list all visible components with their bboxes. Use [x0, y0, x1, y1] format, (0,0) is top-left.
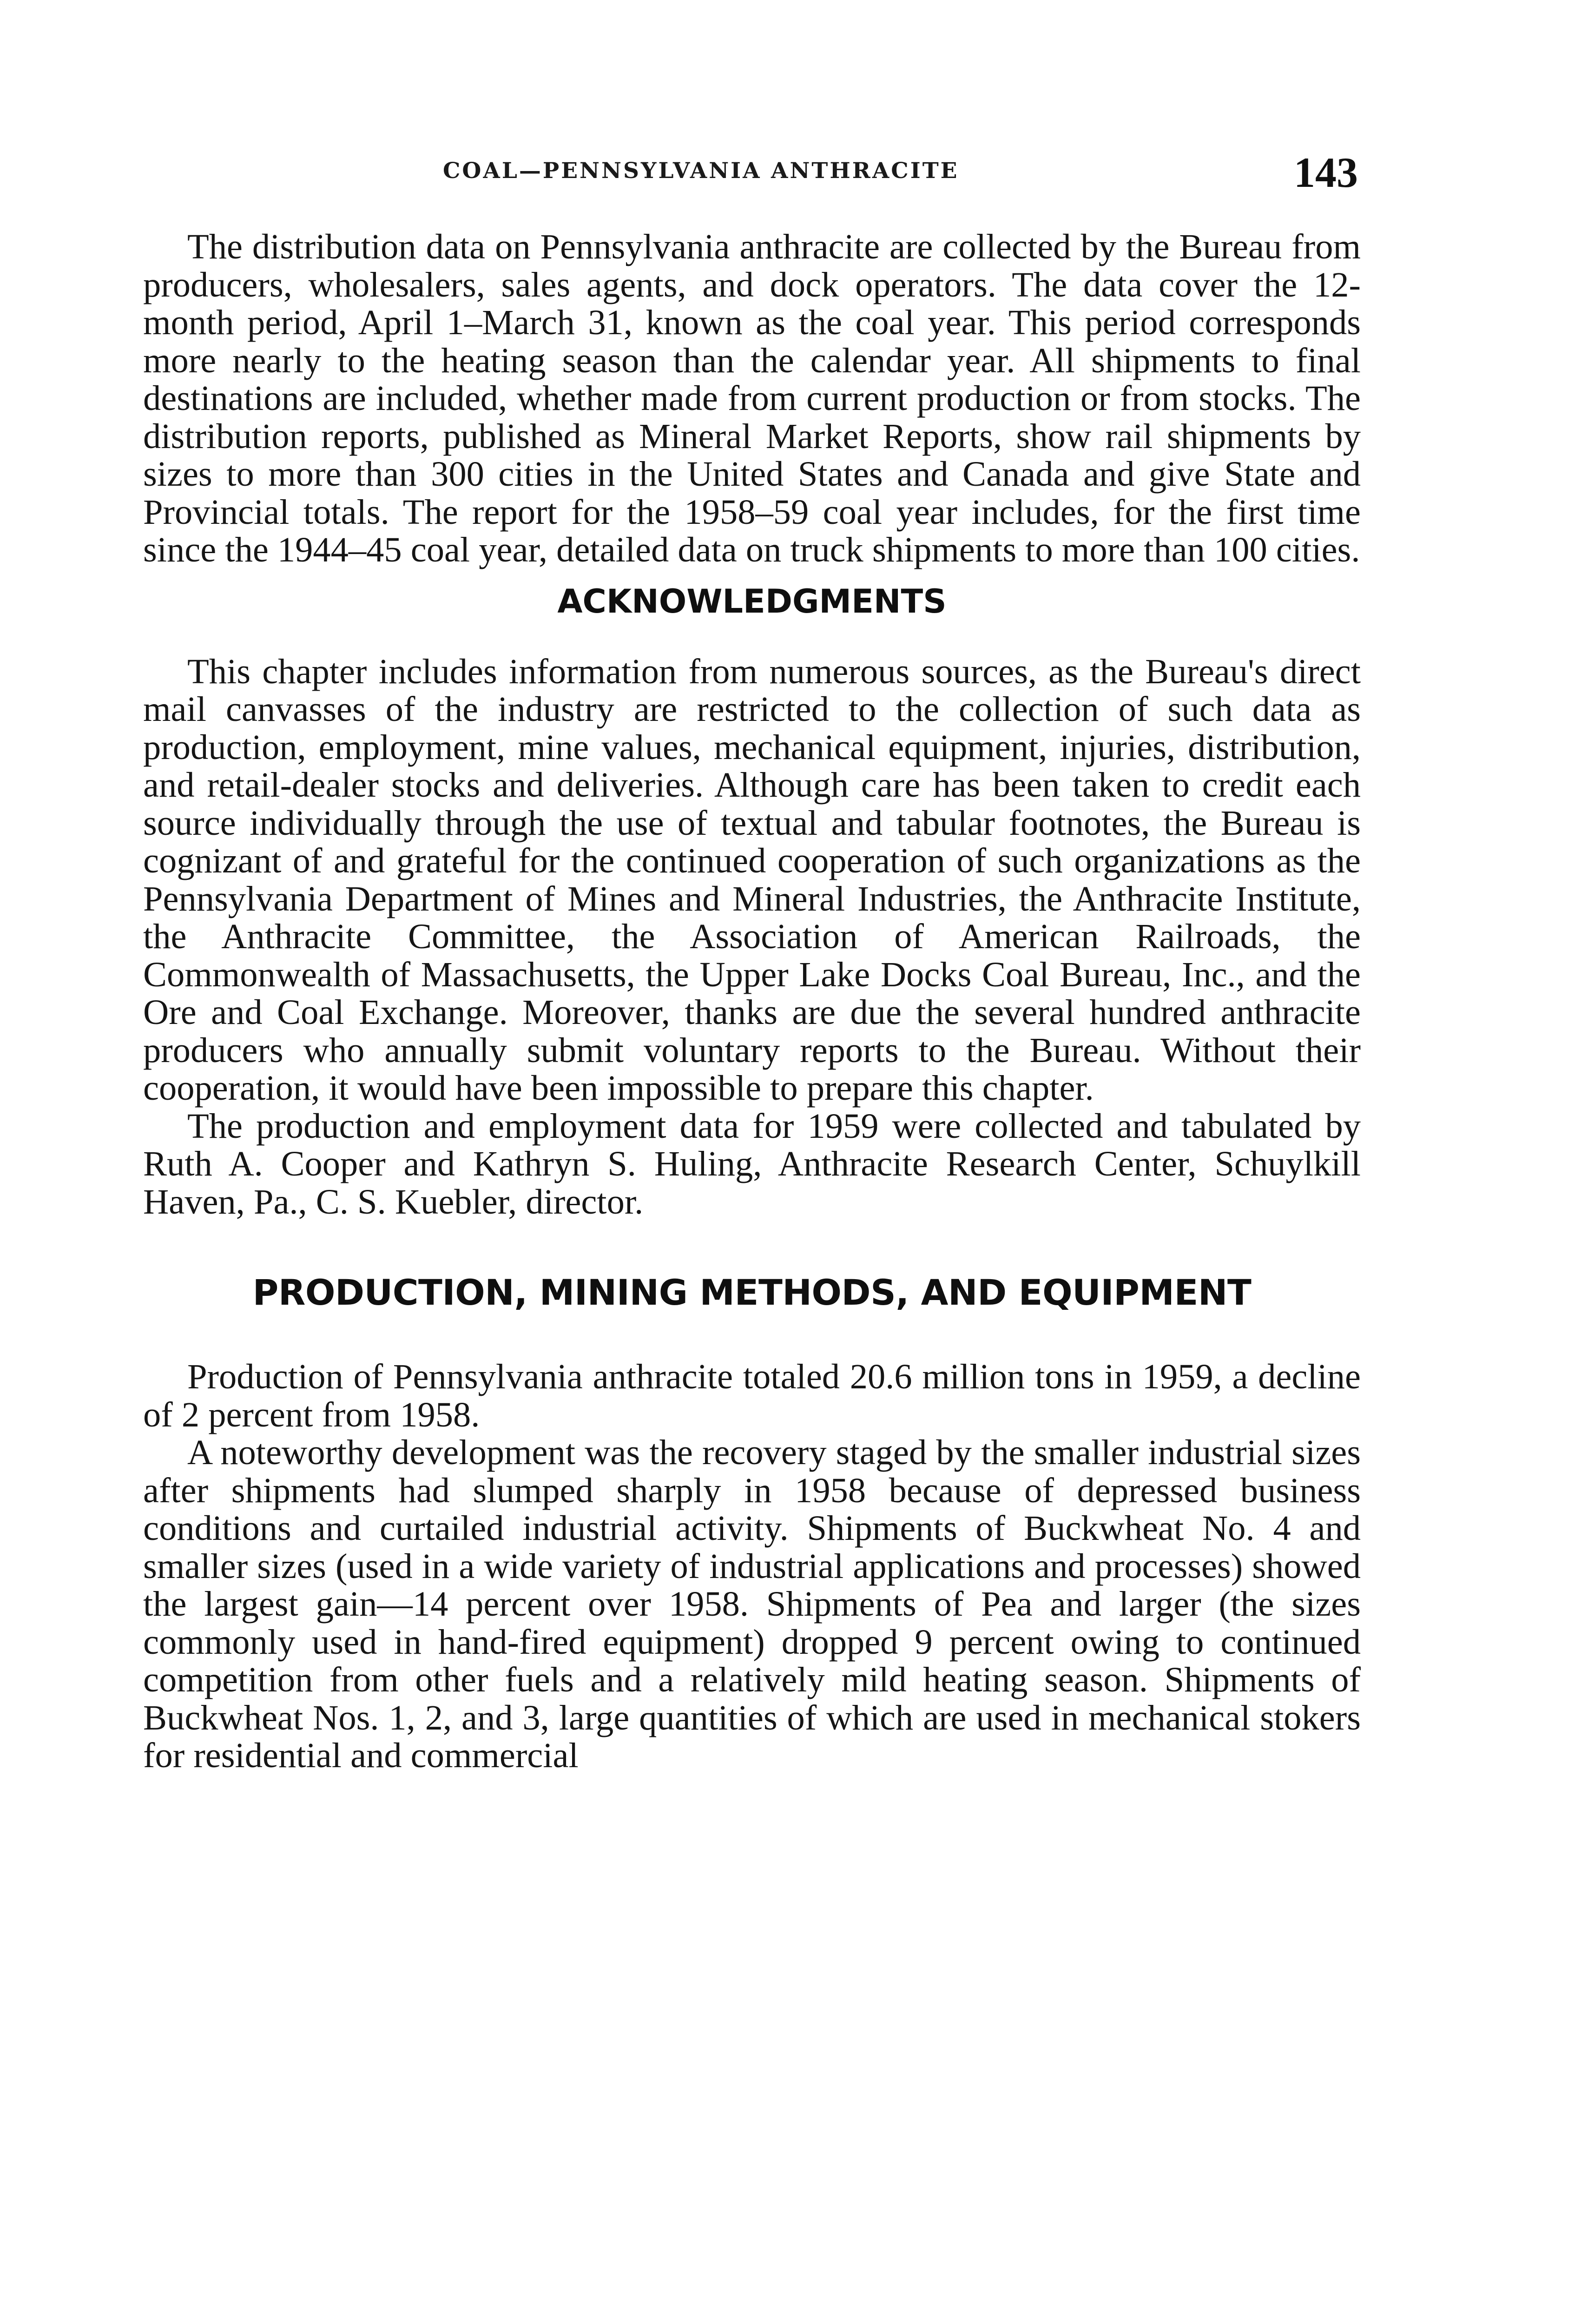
production-heading: PRODUCTION, MINING METHODS, AND EQUIPMENT	[252, 1272, 1252, 1313]
intro-paragraph: The distribution data on Pennsylvania anthracite are collected by the Bureau from producers, wholesalers, sales agents, and dock operators. The data cover the 12-month period, April 1–March 31, known as the coal year. This period corresponds more nearly to the heating season than the calendar year. All shipments to final destinations are included, whether made from current production or from stocks. The distribution reports, published as Mineral Market Reports, show rail shipments by sizes to more than 300 cities in the United States and Canada and give State and Provincial totals. The report for the 1958–59 coal year includes, for the first time since the 1944–45 coal year, detailed data on truck shipments to more than 100 cities.	[143, 227, 1361, 569]
acknowledgments-paragraph-2: The production and employment data for 1959 were collected and tabulated by Ruth A. Cooper and Kathryn S. Huling, Anthracite Research Center, Schuylkill Haven, Pa., C. S. Kuebler, director.	[143, 1106, 1361, 1221]
acknowledgments-heading: ACKNOWLEDGMENTS	[557, 582, 947, 621]
production-paragraph-1: Production of Pennsylvania anthracite totaled 20.6 million tons in 1959, a decline of 2 percent from 1958.	[143, 1357, 1361, 1434]
running-head	[143, 148, 1361, 194]
page-number: 143	[1294, 149, 1358, 196]
production-paragraph-2: A noteworthy development was the recovery staged by the smaller industrial sizes after shipments had slumped sharply in 1958 because of depressed business conditions and curtailed industrial activity. Shipments of Buckwheat No. 4 and smaller sizes (used in a wide variety of industrial applications and processes) showed the largest gain—14 percent over 1958. Shipments of Pea and larger (the sizes commonly used in hand-fired equipment) dropped 9 percent owing to continued competition from other fuels and a relatively mild heating season. Shipments of Buckwheat Nos. 1, 2, and 3, large quantities of which are used in mechanical stokers for residential and commercial	[143, 1433, 1361, 1775]
acknowledgments-paragraph-1: This chapter includes information from numerous sources, as the Bureau's direct mail canvasses of the industry are restricted to the collection of such data as production, employment, mine values, mechanical equipment, injuries, distribution, and retail-dealer stocks and deliveries. Although care has been taken to credit each source individually through the use of textual and tabular footnotes, the Bureau is cognizant of and grateful for the continued cooperation of such organizations as the Pennsylvania Department of Mines and Mineral Industries, the Anthracite Institute, the Anthracite Committee, the Association of American Railroads, the Commonwealth of Massachusetts, the Upper Lake Docks Coal Bureau, Inc., and the Ore and Coal Exchange. Moreover, thanks are due the several hundred anthracite producers who annually submit voluntary reports to the Bureau. Without their cooperation, it would have been impossible to prepare this chapter.	[143, 651, 1361, 1108]
body-text	[143, 228, 1361, 1775]
running-title: COAL—PENNSYLVANIA ANTHRACITE	[443, 158, 959, 184]
